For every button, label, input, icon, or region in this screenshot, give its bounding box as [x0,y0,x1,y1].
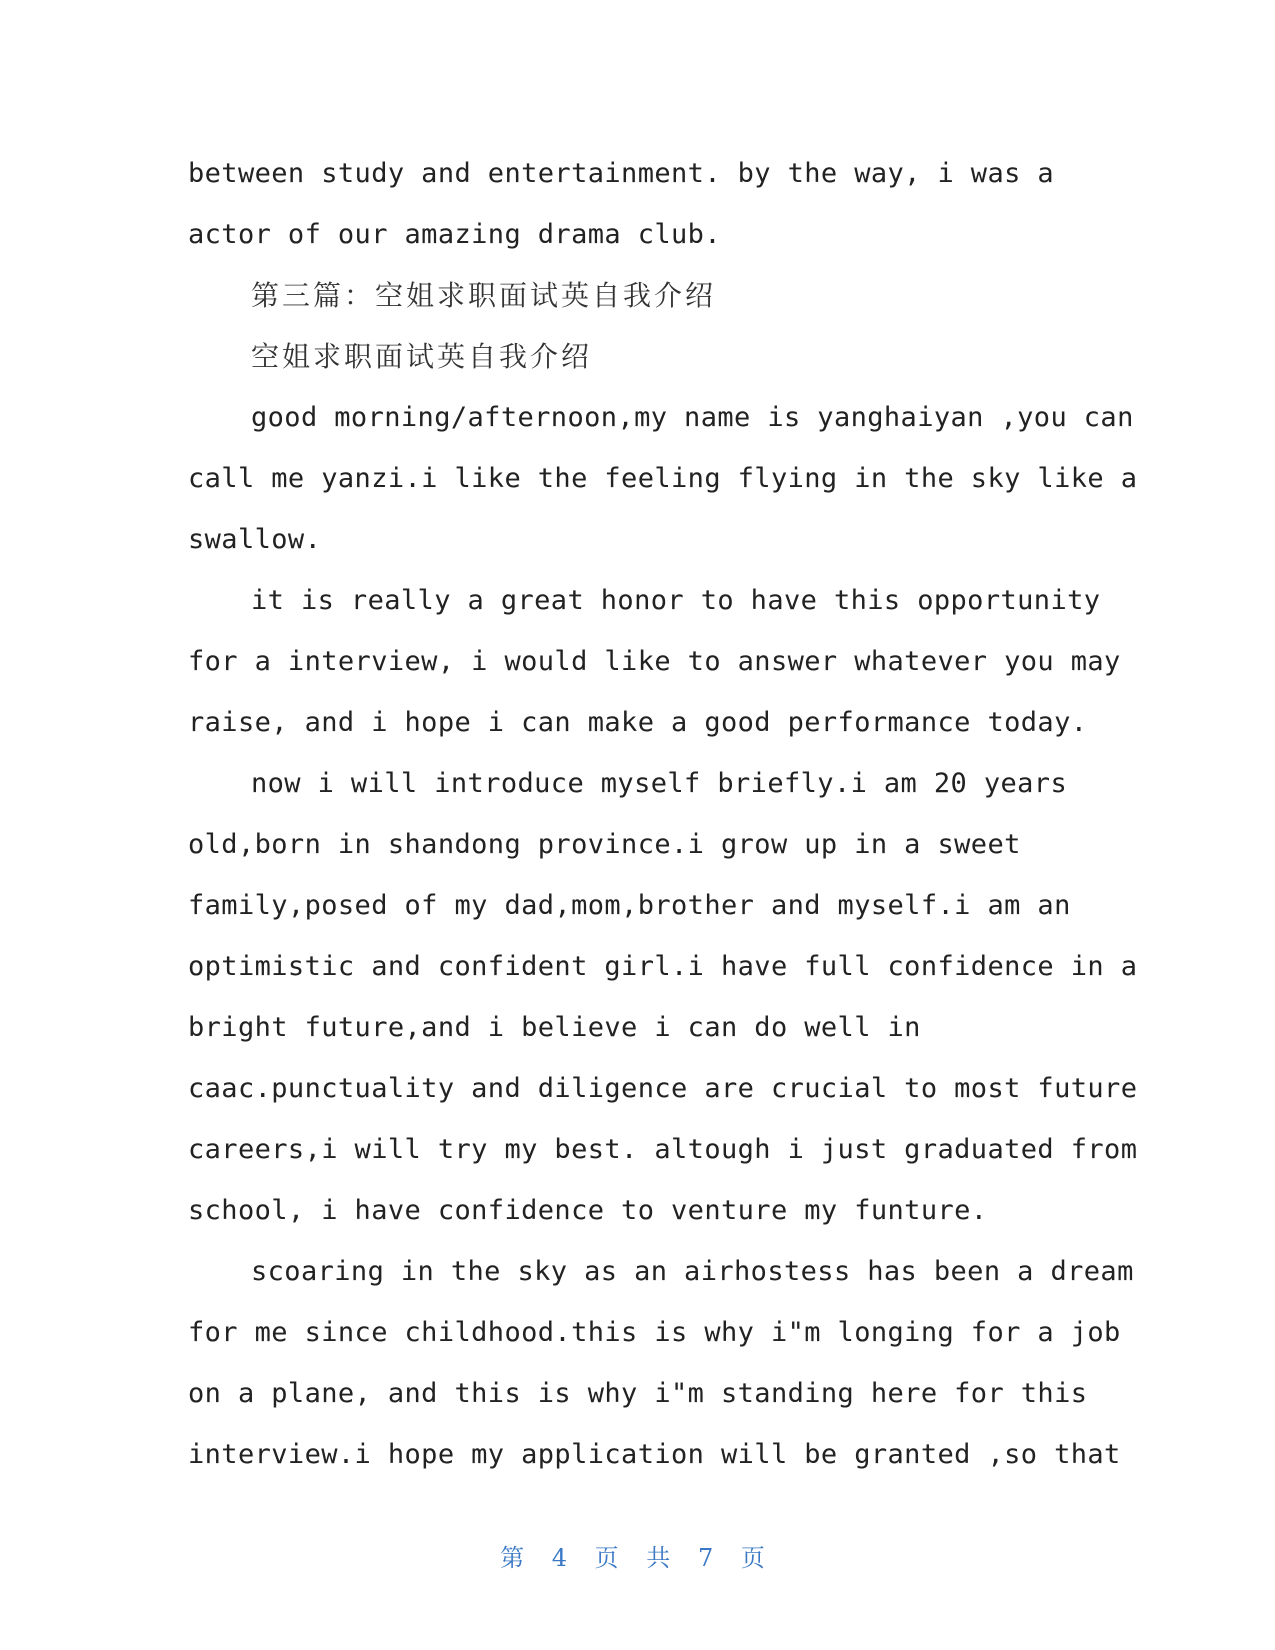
text-line: on a plane, and this is why i"m standing here for this [188,1378,1088,1409]
text-line: good morning/afternoon,my name is yanghaiyan ,you can [251,402,1134,433]
text-line: optimistic and confident girl.i have full confidence in a [188,951,1138,982]
page-number-footer: 第 4 页 共 7 页 [500,1544,775,1572]
text-line: swallow. [188,524,322,555]
text-line: it is really a great honor to have this opportunity [251,585,1101,616]
text-line: for a interview, i would like to answer whatever you may [188,646,1121,677]
text-line: bright future,and i believe i can do well in [188,1012,921,1043]
document-body [188,143,1138,1485]
text-line: scoaring in the sky as an airhostess has been a dream [251,1256,1134,1287]
section-heading-line: 空姐求职面试英自我介绍 [251,340,593,373]
text-line: school, i have confidence to venture my funture. [188,1195,988,1226]
text-line: raise, and i hope i can make a good performance today. [188,707,1088,738]
text-line: actor of our amazing drama club. [188,219,721,250]
text-line: old,born in shandong province.i grow up in a sweet [188,829,1021,860]
section-heading-line: 第三篇：空姐求职面试英自我介绍 [251,279,717,312]
text-line: caac.punctuality and diligence are crucial to most future [188,1073,1138,1104]
text-line: family,posed of my dad,mom,brother and myself.i am an [188,890,1071,921]
text-line: careers,i will try my best. altough i just graduated from [188,1134,1138,1165]
text-line: for me since childhood.this is why i"m longing for a job [188,1317,1121,1348]
text-line: call me yanzi.i like the feeling flying in the sky like a [188,463,1138,494]
text-line: interview.i hope my application will be granted ,so that [188,1439,1121,1470]
text-line: now i will introduce myself briefly.i am 20 years [251,768,1068,799]
text-line: between study and entertainment. by the way, i was a [188,158,1055,189]
